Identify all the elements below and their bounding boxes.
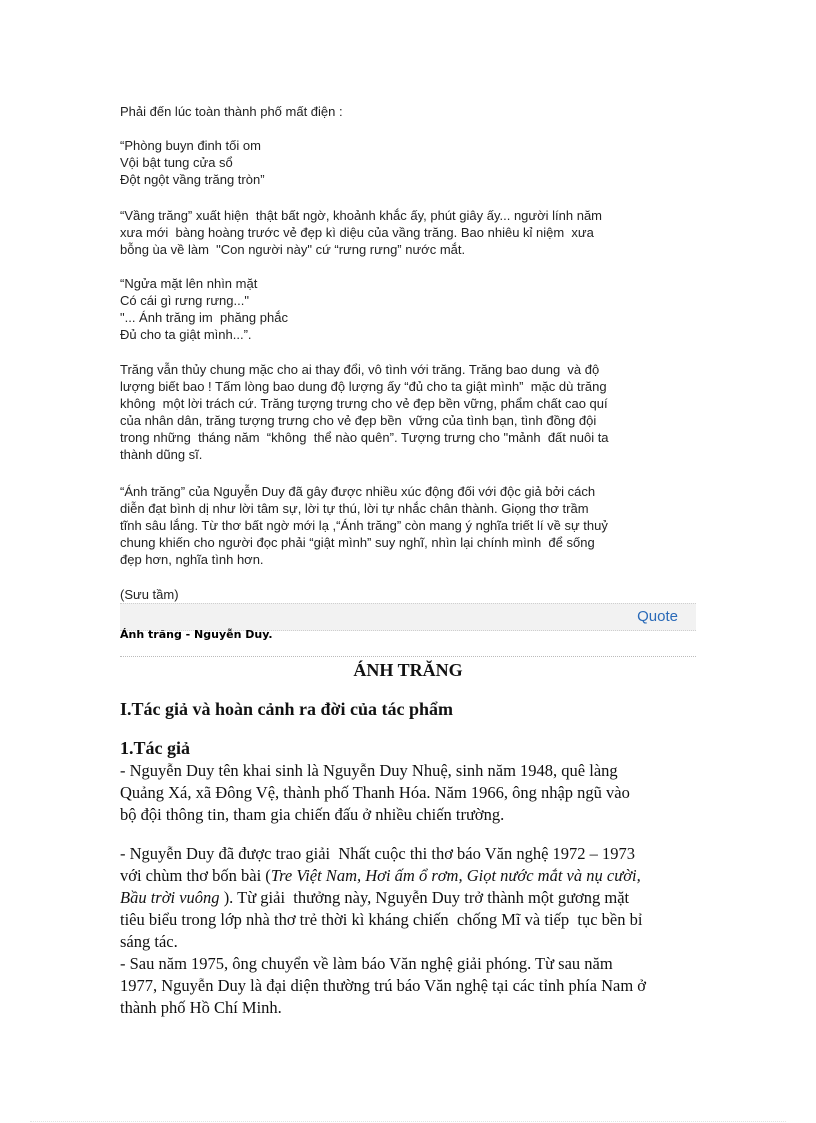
- poem-line: “Phòng buyn đinh tối om: [120, 138, 261, 153]
- document-title: ÁNH TRĂNG: [353, 660, 463, 680]
- text-run: với chùm thơ bốn bài (: [120, 866, 271, 885]
- text-line: thành phố Hồ Chí Minh.: [120, 998, 282, 1017]
- text-line: bỗng ùa về làm "Con người này" cứ “rưng rưng” nước mắt.: [120, 242, 466, 257]
- text-line: Quảng Xá, xã Đông Vệ, thành phố Thanh Hóa. Năm 1966, ông nhập ngũ vào: [120, 783, 630, 802]
- text-run: ). Từ giải thưởng này, Nguyễn Duy trở thành một gương mặt: [219, 888, 630, 907]
- subsection-heading: 1.Tác giả: [120, 738, 190, 758]
- poem-line: Đủ cho ta giật mình...”.: [120, 327, 252, 342]
- text-line: 1977, Nguyễn Duy là đại diện thường trú báo Văn nghệ tại các tỉnh phía Nam ở: [120, 976, 647, 995]
- poem-stanza-2: [120, 275, 700, 343]
- poem-stanza-1: [120, 137, 700, 188]
- text-line: trong những tháng năm “không thể nào quên”. Tượng trưng cho "mảnh đất nuôi ta: [120, 430, 609, 445]
- poem-line: “Ngửa mặt lên nhìn mặt: [120, 276, 258, 291]
- bio-paragraph-2: [120, 843, 710, 953]
- quote-bar: [120, 603, 696, 631]
- text-line: thành dũng sĩ.: [120, 447, 203, 462]
- poem-line: "... Ánh trăng im phăng phắc: [120, 310, 288, 325]
- section-heading: I.Tác giả và hoàn cảnh ra đời của tác phẩm: [120, 699, 453, 719]
- text-line: chung khiến cho người đọc phải “giật mình” suy nghĩ, nhìn lại chính mình để sống: [120, 535, 595, 550]
- text-line: bộ đội thông tin, tham gia chiến đấu ở nhiều chiến trường.: [120, 805, 505, 824]
- text-line: không một lời trách cứ. Trăng tượng trưng cho vẻ đẹp bền vững, phẩm chất cao quí: [120, 396, 608, 411]
- text-line: “Vầng trăng” xuất hiện thật bất ngờ, khoảnh khắc ấy, phút giây ấy... người lính năm: [120, 208, 603, 223]
- poem-line: Có cái gì rưng rưng...": [120, 293, 249, 308]
- poem-line: Đột ngột vầng trăng tròn”: [120, 172, 265, 187]
- source-note: (Sưu tầm): [120, 587, 179, 602]
- text-line: - Nguyễn Duy đã được trao giải Nhất cuộc thi thơ báo Văn nghệ 1972 – 1973: [120, 844, 636, 863]
- text-line: [120, 865, 710, 887]
- paragraph-1: [120, 207, 700, 258]
- text-line: - Sau năm 1975, ông chuyển về làm báo Văn nghệ giải phóng. Từ sau năm: [120, 954, 613, 973]
- divider: [120, 656, 696, 657]
- poem-titles: Tre Việt Nam, Hơi ấm ổ rơm, Giọt nước mắt và nụ cười,: [270, 866, 641, 885]
- text-line: sáng tác.: [120, 932, 178, 951]
- text-line: đẹp hơn, nghĩa tình hơn.: [120, 552, 264, 567]
- page-bottom-border: [30, 1121, 786, 1122]
- bio-paragraph-1: [120, 760, 710, 826]
- paragraph-3: [120, 483, 700, 568]
- text-line: xưa mới bàng hoàng trước vẻ đẹp kì diệu của vầng trăng. Bao nhiêu kỉ niệm xưa: [120, 225, 594, 240]
- text-line: - Nguyễn Duy tên khai sinh là Nguyễn Duy Nhuệ, sinh năm 1948, quê làng: [120, 761, 618, 780]
- text-line: của nhân dân, trăng tượng trưng cho vẻ đẹp bền vững của tình bạn, tình đồng đội: [120, 413, 597, 428]
- intro-line: Phải đến lúc toàn thành phố mất điện :: [120, 104, 343, 119]
- quote-link[interactable]: Quote: [637, 608, 678, 625]
- post-caption: Ánh trăng - Nguyễn Duy.: [120, 628, 273, 641]
- text-line: diễn đạt bình dị như lời tâm sự, lời tự thú, lời tự nhắc chân thành. Giọng thơ trầm: [120, 501, 589, 516]
- text-line: Trăng vẫn thủy chung mặc cho ai thay đổi, vô tình với trăng. Trăng bao dung và độ: [120, 362, 600, 377]
- poem-line: Vội bật tung cửa sổ: [120, 155, 233, 170]
- poem-title: Bầu trời vuông: [120, 888, 220, 907]
- text-line: “Ánh trăng” của Nguyễn Duy đã gây được nhiều xúc động đối với độc giả bởi cách: [120, 484, 596, 499]
- text-line: lượng biết bao ! Tấm lòng bao dung độ lượng ấy “đủ cho ta giật mình” mặc dù trăng: [120, 379, 607, 394]
- paragraph-2: [120, 361, 700, 463]
- text-line: tĩnh sâu lắng. Từ thơ bất ngờ mới lạ ,“Ánh trăng” còn mang ý nghĩa triết lí về sự thuỷ: [120, 518, 608, 533]
- text-line: [120, 887, 710, 909]
- text-line: tiêu biểu trong lớp nhà thơ trẻ thời kì kháng chiến chống Mĩ và tiếp tục bền bỉ: [120, 910, 643, 929]
- bio-paragraph-3: [120, 953, 710, 1019]
